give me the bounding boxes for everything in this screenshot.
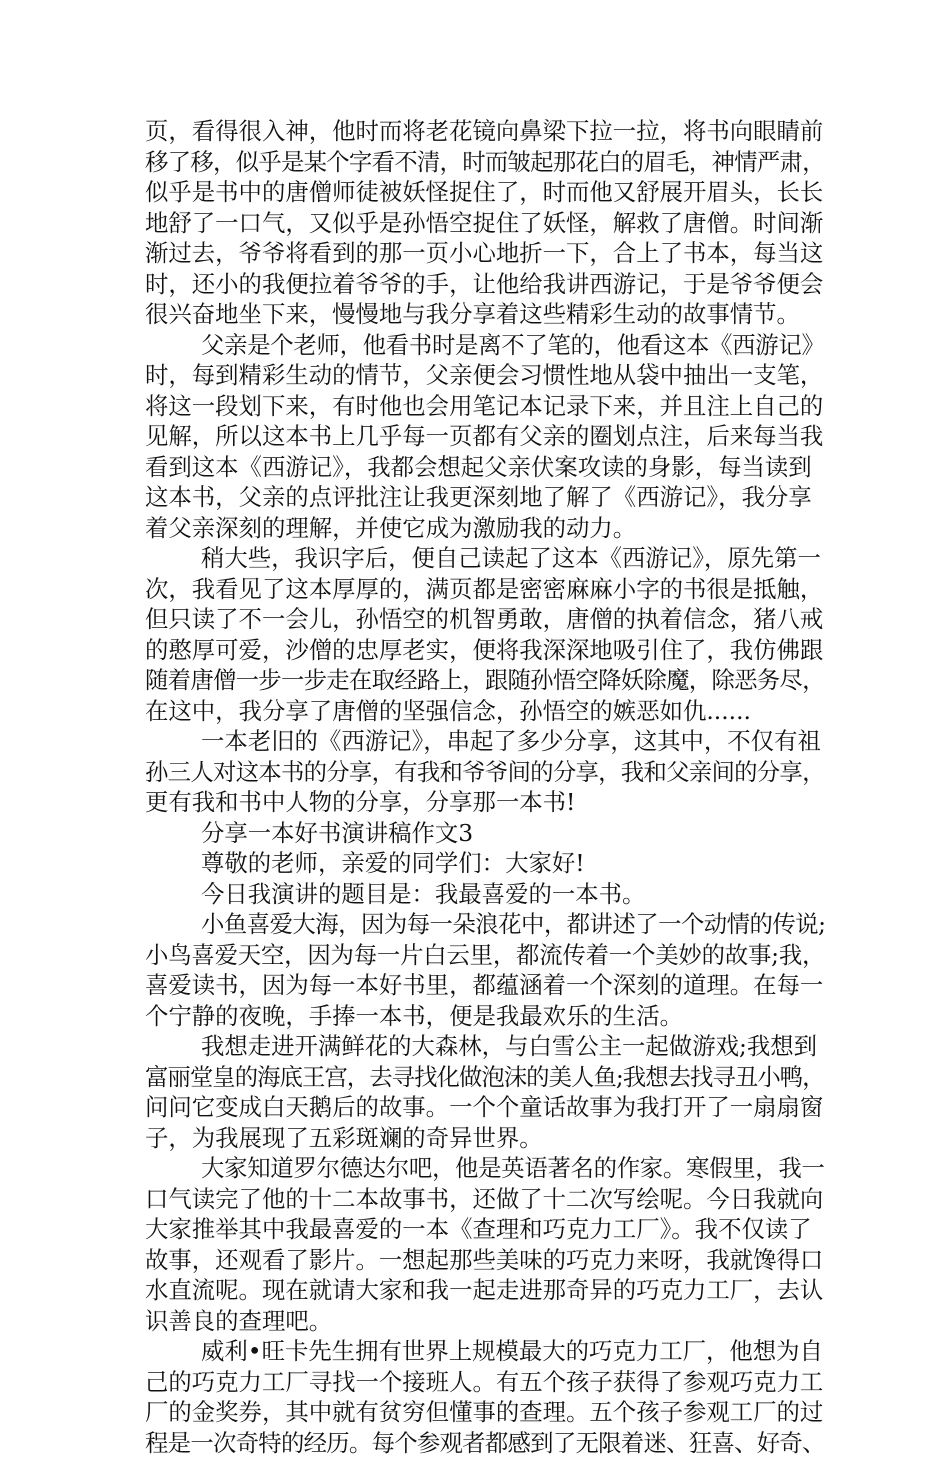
paragraph (145, 1153, 825, 1336)
text-line: 故事，还观看了影片。一想起那些美味的巧克力来呀，我就馋得口 (145, 1245, 825, 1276)
text-line: 稍大些，我识字后，便自己读起了这本《西游记》，原先第一 (145, 543, 825, 574)
text-line: 这本书，父亲的点评批注让我更深刻地了解了《西游记》，我分享 (145, 482, 825, 513)
text-line: 问问它变成白天鹅后的故事。一个个童话故事为我打开了一扇扇窗 (145, 1092, 825, 1123)
document-body (145, 116, 825, 1458)
text-line: 时，每到精彩生动的情节，父亲便会习惯性地从袋中抽出一支笔， (145, 360, 825, 391)
text-line: 地舒了一口气，又似乎是孙悟空捉住了妖怪，解救了唐僧。时间渐 (145, 208, 825, 239)
text-line: 随着唐僧一步一步走在取经路上，跟随孙悟空降妖除魔，除恶务尽， (145, 665, 825, 696)
text-line: 渐过去，爷爷将看到的那一页小心地折一下，合上了书本，每当这 (145, 238, 825, 269)
paragraph (145, 879, 825, 910)
paragraph (145, 848, 825, 879)
text-line: 小鱼喜爱大海，因为每一朵浪花中，都讲述了一个动情的传说; (145, 909, 825, 940)
text-line: 喜爱读书，因为每一本好书里，都蕴涵着一个深刻的道理。在每一 (145, 970, 825, 1001)
text-line: 分享一本好书演讲稿作文3 (145, 818, 825, 849)
text-line: 次，我看见了这本厚厚的，满页都是密密麻麻小字的书很是抵触， (145, 574, 825, 605)
paragraph (145, 818, 825, 849)
text-line: 尊敬的老师，亲爱的同学们：大家好! (145, 848, 825, 879)
text-line: 大家知道罗尔德达尔吧，他是英语著名的作家。寒假里，我一 (145, 1153, 825, 1184)
text-line: 我想走进开满鲜花的大森林，与白雪公主一起做游戏;我想到 (145, 1031, 825, 1062)
text-line: 一本老旧的《西游记》，串起了多少分享，这其中，不仅有祖 (145, 726, 825, 757)
text-line: 但只读了不一会儿，孙悟空的机智勇敢，唐僧的执着信念，猪八戒 (145, 604, 825, 635)
paragraph (145, 909, 825, 1031)
text-line: 的憨厚可爱，沙僧的忠厚老实，便将我深深地吸引住了，我仿佛跟 (145, 635, 825, 666)
text-line: 看到这本《西游记》，我都会想起父亲伏案攻读的身影，每当读到 (145, 452, 825, 483)
text-line: 程是一次奇特的经历。每个参观者都感到了无限着迷、狂喜、好奇、 (145, 1428, 825, 1458)
paragraph (145, 543, 825, 726)
text-line: 口气读完了他的十二本故事书，还做了十二次写绘呢。今日我就向 (145, 1184, 825, 1215)
text-line: 厂的金奖券，其中就有贫穷但懂事的查理。五个孩子参观工厂的过 (145, 1397, 825, 1428)
text-line: 水直流呢。现在就请大家和我一起走进那奇异的巧克力工厂，去认 (145, 1275, 825, 1306)
text-line: 在这中，我分享了唐僧的坚强信念，孙悟空的嫉恶如仇...... (145, 696, 825, 727)
text-line: 似乎是书中的唐僧师徒被妖怪捉住了，时而他又舒展开眉头，长长 (145, 177, 825, 208)
paragraph (145, 726, 825, 818)
text-line: 见解，所以这本书上几乎每一页都有父亲的圈划点注，后来每当我 (145, 421, 825, 452)
text-line: 大家推举其中我最喜爱的一本《查理和巧克力工厂》。我不仅读了 (145, 1214, 825, 1245)
text-line: 子，为我展现了五彩斑斓的奇异世界。 (145, 1123, 825, 1154)
paragraph (145, 1031, 825, 1153)
text-line: 识善良的查理吧。 (145, 1306, 825, 1337)
text-line: 很兴奋地坐下来，慢慢地与我分享着这些精彩生动的故事情节。 (145, 299, 825, 330)
text-line: 个宁静的夜晚，手捧一本书，便是我最欢乐的生活。 (145, 1001, 825, 1032)
text-line: 页，看得很入神，他时而将老花镜向鼻梁下拉一拉，将书向眼睛前 (145, 116, 825, 147)
paragraph (145, 1336, 825, 1458)
paragraph (145, 330, 825, 544)
text-line: 更有我和书中人物的分享，分享那一本书! (145, 787, 825, 818)
text-line: 着父亲深刻的理解，并使它成为激励我的动力。 (145, 513, 825, 544)
text-line: 小鸟喜爱天空，因为每一片白云里，都流传着一个美妙的故事;我， (145, 940, 825, 971)
text-line: 威利•旺卡先生拥有世界上规模最大的巧克力工厂，他想为自 (145, 1336, 825, 1367)
text-line: 时，还小的我便拉着爷爷的手，让他给我讲西游记，于是爷爷便会 (145, 269, 825, 300)
paragraph (145, 116, 825, 330)
text-line: 将这一段划下来，有时他也会用笔记本记录下来，并且注上自己的 (145, 391, 825, 422)
text-line: 父亲是个老师，他看书时是离不了笔的，他看这本《西游记》 (145, 330, 825, 361)
text-line: 己的巧克力工厂寻找一个接班人。有五个孩子获得了参观巧克力工 (145, 1367, 825, 1398)
text-line: 孙三人对这本书的分享，有我和爷爷间的分享，我和父亲间的分享， (145, 757, 825, 788)
text-line: 今日我演讲的题目是：我最喜爱的一本书。 (145, 879, 825, 910)
text-line: 富丽堂皇的海底王宫，去寻找化做泡沫的美人鱼;我想去找寻丑小鸭， (145, 1062, 825, 1093)
text-line: 移了移，似乎是某个字看不清，时而皱起那花白的眉毛，神情严肃， (145, 147, 825, 178)
